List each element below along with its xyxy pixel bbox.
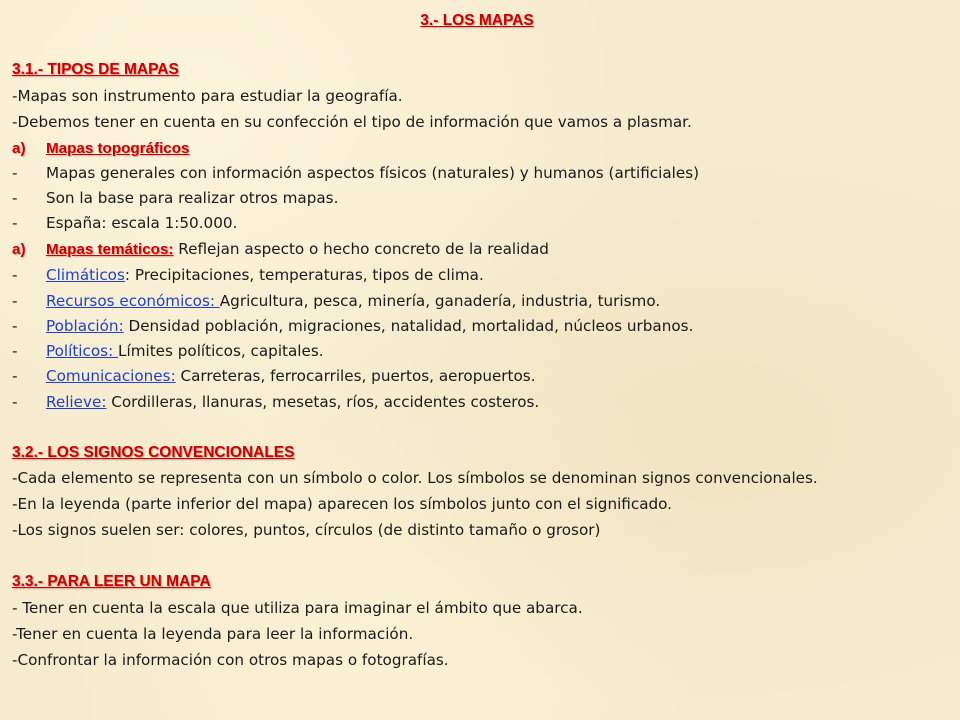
tematicos-desc: Reflejan aspecto o hecho concreto de la realidad xyxy=(173,240,549,258)
item-text: Agricultura, pesca, minería, ganadería, industria, turismo. xyxy=(219,292,661,310)
list-item xyxy=(12,265,484,285)
list-item xyxy=(12,213,237,233)
bullet-dash: - xyxy=(12,367,18,385)
item-link-label[interactable]: Comunicaciones: xyxy=(46,367,176,385)
leer-line: -Tener en cuenta la leyenda para leer la información. xyxy=(12,625,414,643)
item-sep: : xyxy=(124,266,130,284)
list-item xyxy=(12,341,324,361)
item-text: Densidad población, migraciones, natalidad, mortalidad, núcleos urbanos. xyxy=(123,317,694,335)
list-item xyxy=(12,392,539,412)
list-item-text: Son la base para realizar otros mapas. xyxy=(46,189,339,207)
bullet-dash: - xyxy=(12,189,18,207)
page-title: 3.- LOS MAPAS xyxy=(420,12,534,29)
list-item xyxy=(12,291,660,311)
list-marker: a) xyxy=(12,241,26,258)
item-link-label[interactable]: Población: xyxy=(46,317,124,335)
list-item xyxy=(12,316,693,336)
section-heading-tipos: 3.1.- TIPOS DE MAPAS xyxy=(12,61,179,78)
bullet-dash: - xyxy=(12,214,18,232)
bullet-dash: - xyxy=(12,342,18,360)
bullet-dash: - xyxy=(12,317,18,335)
intro-line: -Mapas son instrumento para estudiar la geografía. xyxy=(12,87,403,105)
bullet-dash: - xyxy=(12,393,18,411)
leer-line: - Tener en cuenta la escala que utiliza para imaginar el ámbito que abarca. xyxy=(12,599,583,617)
list-item-text: España: escala 1:50.000. xyxy=(46,214,238,232)
list-item xyxy=(12,366,536,386)
leer-line: -Confrontar la información con otros mapas o fotografías. xyxy=(12,651,449,669)
signos-line: -En la leyenda (parte inferior del mapa) aparecen los símbolos junto con el significado. xyxy=(12,495,673,513)
section-heading-signos: 3.2.- LOS SIGNOS CONVENCIONALES xyxy=(12,444,295,461)
item-text: Límites políticos, capitales. xyxy=(118,342,324,360)
list-marker: a) xyxy=(12,140,26,157)
item-text: Precipitaciones, temperaturas, tipos de clima. xyxy=(130,266,484,284)
bullet-dash: - xyxy=(12,292,18,310)
signos-line: -Los signos suelen ser: colores, puntos, círculos (de distinto tamaño o grosor) xyxy=(12,521,601,539)
item-link-label[interactable]: Recursos económicos: xyxy=(46,292,220,310)
bullet-dash: - xyxy=(12,164,18,182)
section-heading-leer: 3.3.- PARA LEER UN MAPA xyxy=(12,573,211,590)
item-link-label[interactable]: Climáticos xyxy=(46,266,125,284)
item-text: Carreteras, ferrocarriles, puertos, aeropuertos. xyxy=(175,367,536,385)
list-item-text: Mapas generales con información aspectos físicos (naturales) y humanos (artificiales) xyxy=(46,164,700,182)
item-link-label[interactable]: Relieve: xyxy=(46,393,107,411)
tematicos-heading xyxy=(12,239,549,260)
intro-line: -Debemos tener en cuenta en su confección el tipo de información que vamos a plasmar. xyxy=(12,113,692,131)
item-link-label[interactable]: Políticos: xyxy=(46,342,119,360)
item-text: Cordilleras, llanuras, mesetas, ríos, accidentes costeros. xyxy=(106,393,540,411)
list-item xyxy=(12,163,699,183)
signos-line: -Cada elemento se representa con un símbolo o color. Los símbolos se denominan signos convencionales. xyxy=(12,469,818,487)
topograficos-label: Mapas topográficos xyxy=(46,140,190,157)
list-item xyxy=(12,188,338,208)
tematicos-label: Mapas temáticos: xyxy=(46,241,174,258)
topograficos-heading xyxy=(12,138,189,159)
bullet-dash: - xyxy=(12,266,18,284)
